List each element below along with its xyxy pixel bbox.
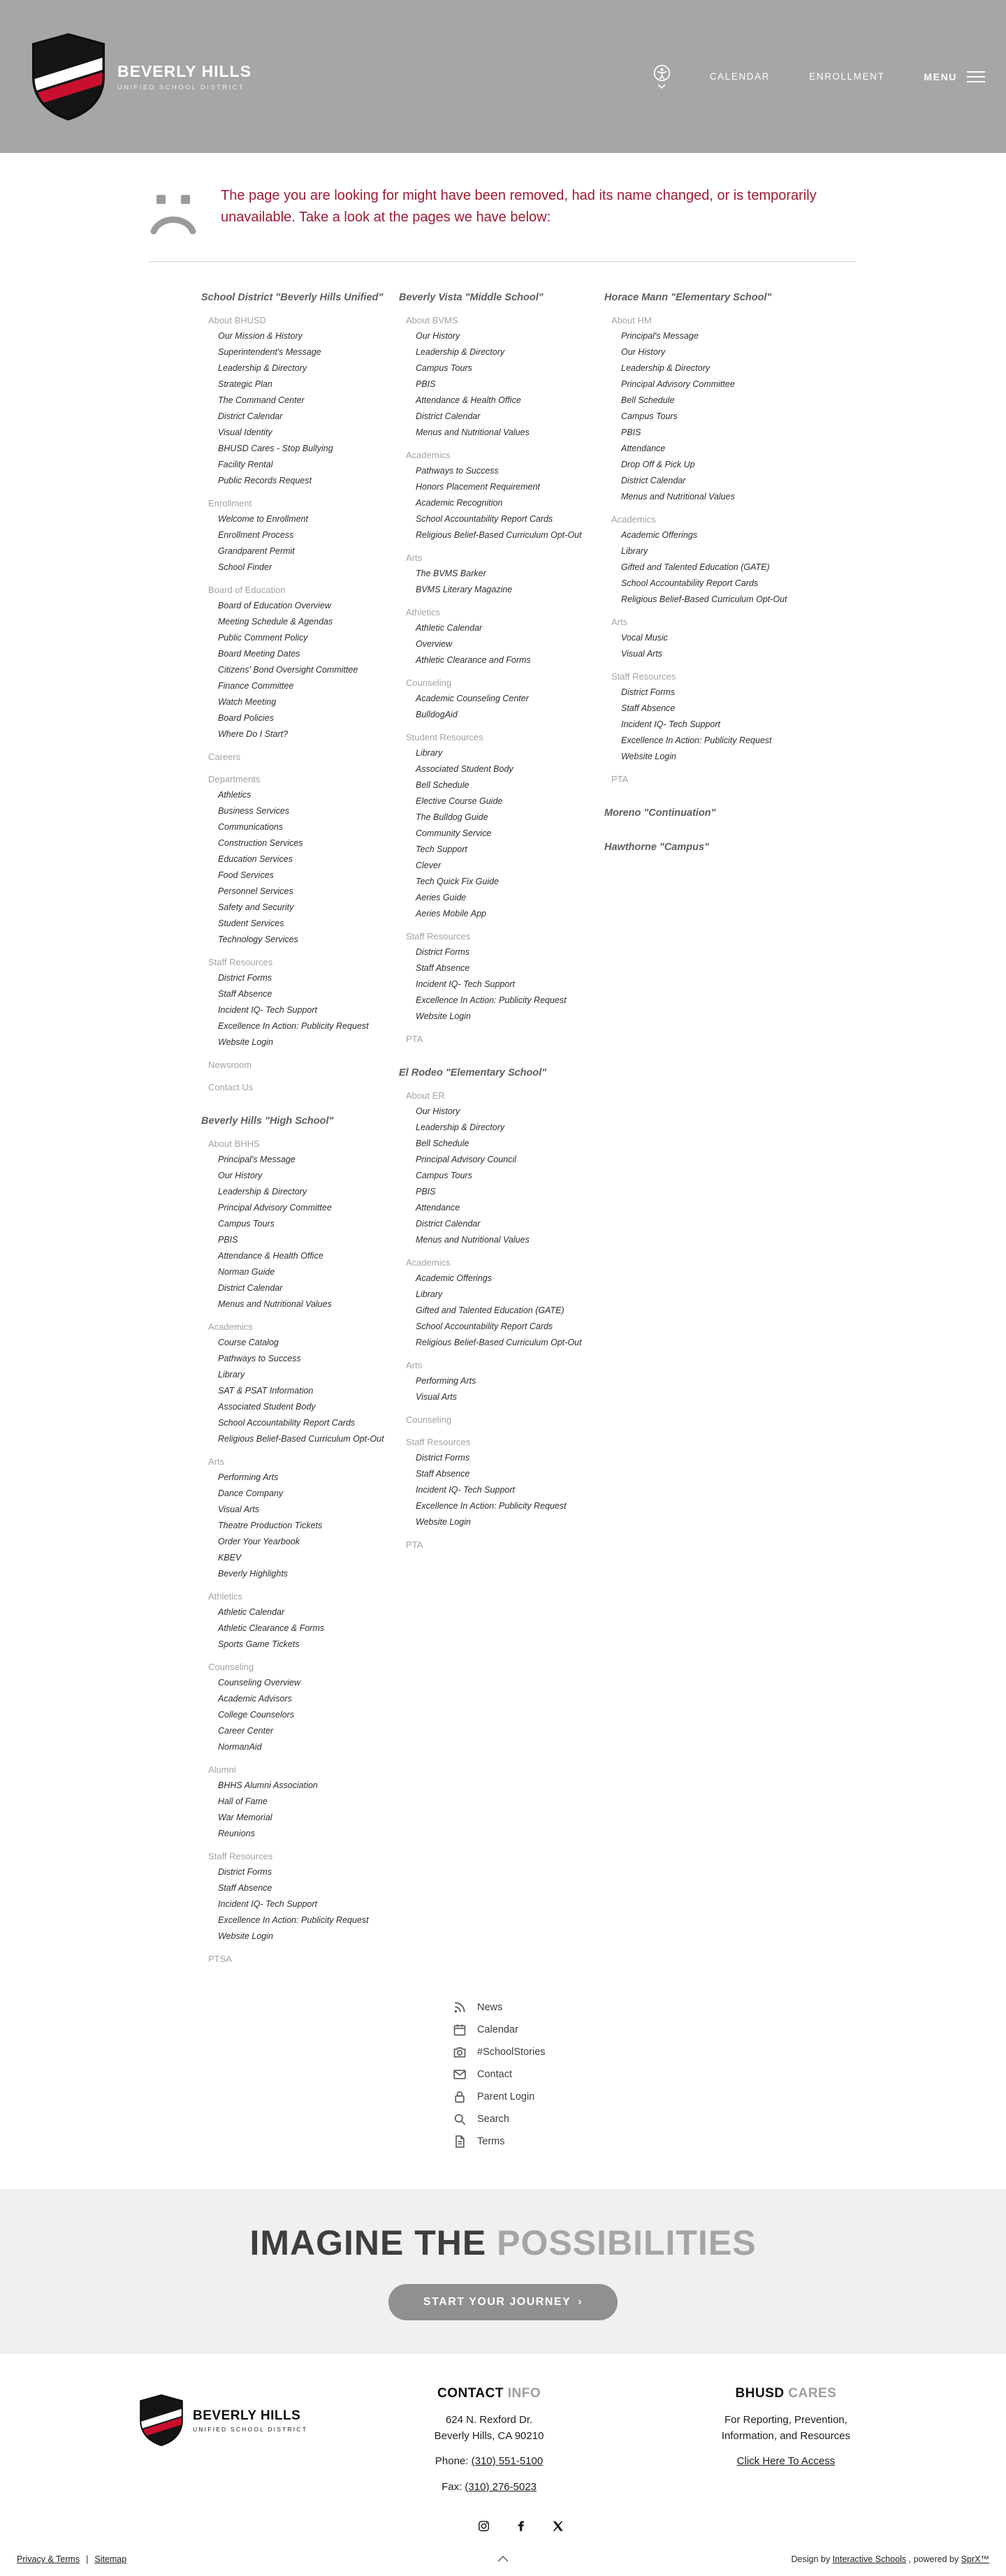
- sitemap-section-heading[interactable]: Careers: [208, 752, 241, 762]
- footer-contact: [374, 2386, 604, 2495]
- sitemap-link[interactable]: District Calendar: [416, 1219, 481, 1229]
- sitemap-link[interactable]: School Accountability Report Cards: [416, 1322, 553, 1331]
- sitemap-link[interactable]: Theatre Production Tickets: [218, 1521, 323, 1530]
- camera-icon: [453, 2045, 467, 2059]
- menu-button[interactable]: [924, 68, 985, 86]
- sitemap-link[interactable]: Drop Off & Pick Up: [621, 460, 695, 469]
- site-footer: [0, 2354, 1006, 2543]
- sitemap-link[interactable]: Superintendent's Message: [218, 347, 321, 357]
- sitemap-link[interactable]: Excellence In Action: Publicity Request: [416, 1501, 567, 1511]
- scroll-to-top-button[interactable]: [497, 2554, 509, 2564]
- sitemap-link[interactable]: Performing Arts: [416, 1376, 476, 1386]
- sitemap-section-heading[interactable]: Staff Resources: [611, 671, 676, 682]
- sitemap-link[interactable]: Our History: [218, 1171, 263, 1180]
- sitemap-link[interactable]: Hall of Fame: [218, 1796, 268, 1806]
- sitemap-link[interactable]: NormanAid: [218, 1742, 262, 1752]
- sitemap-link[interactable]: Norman Guide: [218, 1267, 275, 1277]
- sitemap-link[interactable]: Athletic Calendar: [416, 623, 483, 633]
- sitemap-link[interactable]: Bell Schedule: [621, 395, 675, 405]
- cta-title: [249, 2223, 756, 2263]
- sitemap-link[interactable]: District Calendar: [416, 411, 481, 421]
- sitemap-link[interactable]: Board Meeting Dates: [218, 649, 300, 659]
- sitemap-link[interactable]: Strategic Plan: [218, 379, 272, 389]
- privacy-terms-link[interactable]: Privacy & Terms: [17, 2554, 80, 2564]
- sitemap-section-heading[interactable]: PTA: [406, 1539, 423, 1550]
- sitemap-link[interactable]: College Counselors: [218, 1710, 295, 1720]
- sitemap-section-heading[interactable]: About BVMS: [406, 315, 458, 325]
- sitemap-link[interactable]: Communications: [218, 822, 284, 832]
- divider: [148, 261, 855, 262]
- address-line-1: 624 N. Rexford Dr.: [445, 2414, 533, 2426]
- sitemap-link[interactable]: Where Do I Start?: [218, 729, 289, 739]
- sitemap-section-heading[interactable]: Staff Resources: [208, 1851, 273, 1861]
- sitemap-link[interactable]: School Finder: [218, 562, 272, 572]
- sitemap-link[interactable]: Bell Schedule: [416, 780, 469, 790]
- chevron-down-icon: [657, 84, 666, 89]
- sitemap-link[interactable]: Principal Advisory Council: [416, 1155, 517, 1164]
- sitemap-link[interactable]: Athletic Calendar: [218, 1607, 285, 1617]
- sitemap-link[interactable]: War Memorial: [218, 1813, 272, 1822]
- sitemap-link[interactable]: Elective Course Guide: [416, 796, 503, 806]
- sitemap-section-heading[interactable]: Board of Education: [208, 585, 286, 595]
- phone-label: Phone:: [435, 2455, 472, 2467]
- sitemap-link[interactable]: Excellence In Action: Publicity Request: [416, 995, 567, 1005]
- sitemap-link[interactable]: The Command Center: [218, 395, 305, 405]
- sitemap-section-heading[interactable]: About BHHS: [208, 1139, 260, 1149]
- sitemap-link[interactable]: Visual Arts: [416, 1392, 458, 1402]
- sitemap-section-heading[interactable]: Contact Us: [208, 1082, 254, 1092]
- sitemap-section-heading[interactable]: Enrollment: [208, 498, 252, 508]
- x-icon[interactable]: [552, 2520, 564, 2532]
- sitemap-link[interactable]: Visual Arts: [218, 1505, 260, 1514]
- sitemap-link[interactable]: Website Login: [416, 1011, 471, 1021]
- school-title[interactable]: Hawthorne "Campus": [604, 842, 709, 853]
- sitemap-link[interactable]: Attendance: [621, 444, 666, 453]
- sitemap-link[interactable]: Pathways to Success: [416, 466, 499, 476]
- sitemap-link[interactable]: Academic Offerings: [621, 530, 698, 540]
- brand-text: [117, 62, 252, 92]
- sitemap-link[interactable]: Attendance & Health Office: [416, 395, 521, 405]
- error-section: [148, 185, 858, 244]
- start-journey-button[interactable]: [388, 2284, 618, 2320]
- sitemap-link[interactable]: Leadership & Directory: [416, 1122, 505, 1132]
- powered-by-text: , powered by: [906, 2554, 961, 2564]
- quicklink-label: Search: [477, 2114, 509, 2125]
- quicklink-search[interactable]: [453, 2108, 676, 2130]
- sitemap: [201, 290, 1006, 1967]
- sitemap-link[interactable]: Course Catalog: [218, 1338, 279, 1347]
- sitemap-link[interactable]: Staff Absence: [218, 989, 272, 999]
- sitemap-link[interactable]: Board Policies: [218, 713, 274, 723]
- school-title[interactable]: El Rodeo "Elementary School": [399, 1067, 547, 1078]
- sitemap-link[interactable]: BVMS Literary Magazine: [416, 585, 513, 594]
- sitemap-link[interactable]: Library: [621, 546, 648, 556]
- sitemap-section-heading[interactable]: PTA: [611, 774, 629, 784]
- sitemap-link[interactable]: Watch Meeting: [218, 697, 277, 707]
- sitemap-link[interactable]: District Calendar: [621, 476, 686, 485]
- quicklink-label: Contact: [477, 2069, 512, 2080]
- sitemap-link[interactable]: District Forms: [416, 947, 470, 957]
- quicklink-label: Calendar: [477, 2024, 518, 2035]
- school-title[interactable]: Beverly Vista "Middle School": [399, 292, 544, 303]
- rss-icon: [453, 2000, 467, 2014]
- sitemap-section-heading[interactable]: Arts: [406, 552, 423, 563]
- sitemap-link[interactable]: Incident IQ- Tech Support: [218, 1005, 317, 1015]
- sitemap-link[interactable]: Principal's Message: [218, 1155, 296, 1164]
- site-header: [0, 0, 1006, 153]
- district-shield-logo: [32, 33, 105, 121]
- sitemap-link[interactable]: Our History: [621, 347, 666, 357]
- social-links: [140, 2520, 901, 2532]
- sitemap-section-heading[interactable]: About BHUSD: [208, 315, 267, 325]
- quicklink-calendar[interactable]: [453, 2019, 676, 2041]
- sitemap-section-heading[interactable]: About ER: [406, 1090, 445, 1101]
- sitemap-column-middle: [399, 290, 604, 1967]
- sitemap-link[interactable]: Athletic Clearance & Forms: [218, 1623, 325, 1633]
- sitemap-link[interactable]: Religious Belief-Based Curriculum Opt-Out: [416, 1338, 582, 1347]
- sitemap-link[interactable]: Community Service: [416, 828, 492, 838]
- sitemap-link[interactable]: Religious Belief-Based Curriculum Opt-Out: [416, 530, 582, 540]
- quicklinks: [453, 1996, 676, 2153]
- sitemap-link[interactable]: Incident IQ- Tech Support: [416, 979, 515, 989]
- main-content: [0, 185, 1006, 2575]
- sitemap-link[interactable]: Pathways to Success: [218, 1354, 301, 1363]
- sitemap-link[interactable]: Technology Services: [218, 935, 298, 944]
- sitemap-link[interactable]: Enrollment Process: [218, 530, 294, 540]
- footer-shield-logo: [140, 2394, 183, 2446]
- quicklink-contact[interactable]: [453, 2063, 676, 2086]
- sitemap-link[interactable]: Our Mission & History: [218, 331, 302, 341]
- sitemap-link[interactable]: KBEV: [218, 1553, 242, 1563]
- sitemap-link[interactable]: Safety and Security: [218, 902, 294, 912]
- sitemap-link[interactable]: PBIS: [218, 1235, 238, 1245]
- sitemap-link[interactable]: Incident IQ- Tech Support: [218, 1899, 317, 1909]
- sitemap-section-heading[interactable]: Staff Resources: [406, 1437, 471, 1447]
- sitemap-link[interactable]: Academic Offerings: [416, 1273, 493, 1283]
- sitemap-section-heading[interactable]: Departments: [208, 774, 261, 784]
- accessibility-icon: [653, 64, 671, 82]
- sitemap-link[interactable]: Principal Advisory Committee: [621, 379, 735, 389]
- sitemap-link[interactable]: Board of Education Overview: [218, 601, 331, 610]
- quicklink-label: News: [477, 2002, 503, 2013]
- sitemap-link[interactable]: Menus and Nutritional Values: [416, 427, 530, 437]
- credits: [792, 2554, 989, 2564]
- phone-line: [374, 2454, 604, 2470]
- footer-brand-text: [193, 2408, 307, 2433]
- sitemap-link[interactable]: School Accountability Report Cards: [218, 1418, 356, 1428]
- bottom-bar: [0, 2543, 1006, 2575]
- sitemap-link[interactable]: Tech Support: [416, 844, 467, 854]
- sitemap-link[interactable]: Campus Tours: [416, 363, 472, 373]
- contact-heading-bold: CONTACT: [437, 2386, 504, 2401]
- search-icon: [453, 2112, 467, 2126]
- sitemap-link[interactable]: Clever: [416, 861, 442, 870]
- sitemap-link[interactable]: Bell Schedule: [416, 1139, 469, 1148]
- facebook-icon[interactable]: [515, 2520, 527, 2532]
- sitemap-link[interactable]: Public Comment Policy: [218, 633, 308, 643]
- sitemap-link[interactable]: Tech Quick Fix Guide: [416, 877, 500, 886]
- sitemap-link[interactable]: Sports Game Tickets: [218, 1639, 300, 1649]
- sitemap-section-heading[interactable]: PTA: [406, 1034, 423, 1044]
- sitemap-link[interactable]: Website Login: [218, 1931, 273, 1941]
- header-nav: [653, 64, 985, 89]
- sitemap-link[interactable]: Menus and Nutritional Values: [218, 1299, 332, 1309]
- sitemap-link[interactable]: District Forms: [218, 1867, 272, 1877]
- sitemap-link[interactable]: Staff Absence: [621, 703, 676, 713]
- sitemap-link[interactable]: Gifted and Talented Education (GATE): [416, 1305, 564, 1315]
- sitemap-section-heading[interactable]: PTSA: [208, 1954, 232, 1964]
- sitemap-section-heading[interactable]: Arts: [208, 1456, 225, 1467]
- address-line-2: Beverly Hills, CA 90210: [434, 2429, 544, 2442]
- sitemap-section-heading[interactable]: Counseling: [208, 1662, 254, 1672]
- sitemap-link[interactable]: School Accountability Report Cards: [621, 578, 759, 588]
- sitemap-link[interactable]: Staff Absence: [218, 1883, 272, 1893]
- sitemap-link[interactable]: District Forms: [218, 973, 272, 983]
- sitemap-link[interactable]: Principal's Message: [621, 331, 699, 341]
- sitemap-link[interactable]: Campus Tours: [621, 411, 678, 421]
- sitemap-link[interactable]: Religious Belief-Based Curriculum Opt-Out: [218, 1434, 384, 1444]
- sitemap-section-heading[interactable]: Counseling: [406, 1414, 452, 1425]
- cares-heading-bold: BHUSD: [735, 2386, 785, 2401]
- sitemap-link[interactable]: Grandparent Permit: [218, 546, 295, 556]
- brand-subtitle: UNIFIED SCHOOL DISTRICT: [117, 83, 245, 92]
- sitemap-link[interactable]: Associated Student Body: [416, 764, 513, 774]
- sitemap-link[interactable]: The Bulldog Guide: [416, 812, 488, 822]
- sprx-link[interactable]: SprX™: [961, 2554, 989, 2564]
- sitemap-section-heading[interactable]: Academics: [611, 514, 656, 525]
- sitemap-link[interactable]: School Accountability Report Cards: [416, 514, 553, 524]
- calendar-icon: [453, 2023, 467, 2037]
- sitemap-link[interactable]: BHHS Alumni Association: [218, 1780, 318, 1790]
- sitemap-section-heading[interactable]: Alumni: [208, 1764, 236, 1775]
- sitemap-link[interactable]: BulldogAid: [416, 710, 458, 719]
- sitemap-link[interactable]: PBIS: [621, 427, 641, 437]
- sitemap-link[interactable]: Campus Tours: [218, 1219, 275, 1229]
- bhusd-cares-heading: [671, 2386, 901, 2401]
- fax-label: Fax:: [442, 2480, 465, 2493]
- sitemap-link[interactable]: Visual Identity: [218, 427, 272, 437]
- quicklink-schoolstories[interactable]: [453, 2041, 676, 2063]
- sitemap-link[interactable]: Excellence In Action: Publicity Request: [621, 736, 772, 745]
- sitemap-link[interactable]: PBIS: [416, 379, 436, 389]
- sitemap-section-heading[interactable]: Academics: [406, 1257, 451, 1268]
- sitemap-section-heading[interactable]: Staff Resources: [406, 931, 471, 942]
- sitemap-link[interactable]: District Forms: [416, 1453, 470, 1463]
- sitemap-link[interactable]: District Calendar: [218, 1283, 283, 1293]
- sitemap-link[interactable]: BHUSD Cares - Stop Bullying: [218, 444, 333, 453]
- sitemap-link[interactable]: Student Services: [218, 919, 284, 928]
- sitemap-link[interactable]: Leadership & Directory: [218, 363, 307, 373]
- quicklink-label: #SchoolStories: [477, 2047, 546, 2058]
- menu-label: MENU: [924, 71, 957, 82]
- sitemap-link[interactable]: Career Center: [218, 1726, 274, 1736]
- instagram-icon[interactable]: [478, 2520, 490, 2532]
- footer-logo-link[interactable]: [140, 2394, 307, 2446]
- sitemap-link[interactable]: Personnel Services: [218, 886, 293, 896]
- footer-brand-subtitle: UNIFIED SCHOOL DISTRICT: [193, 2425, 308, 2433]
- cares-heading-light: CARES: [788, 2386, 837, 2401]
- quicklink-parent-login[interactable]: [453, 2086, 676, 2108]
- sitemap-link[interactable]: Meeting Schedule & Agendas: [218, 617, 333, 627]
- bottom-links: [17, 2554, 126, 2564]
- sitemap-link[interactable]: Staff Absence: [416, 963, 470, 973]
- brand-title: BEVERLY HILLS: [117, 61, 252, 80]
- sitemap-link[interactable]: SAT & PSAT Information: [218, 1386, 314, 1396]
- sitemap-link[interactable]: Citizens' Bond Oversight Committee: [218, 665, 358, 675]
- hamburger-icon: [967, 68, 985, 86]
- sitemap-link[interactable]: Reunions: [218, 1829, 255, 1838]
- sitemap-link[interactable]: Leadership & Directory: [621, 363, 710, 373]
- sitemap-link[interactable]: Attendance & Health Office: [218, 1251, 323, 1261]
- district-logo-link[interactable]: [32, 33, 252, 121]
- school-title[interactable]: Moreno "Continuation": [604, 807, 716, 819]
- error-message: The page you are looking for might have been removed, had its name changed, or is temporarily unavailable. Take a look at the pages we have below:: [221, 188, 817, 225]
- school-title[interactable]: Beverly Hills "High School": [201, 1115, 334, 1127]
- sitemap-link[interactable]: Religious Belief-Based Curriculum Opt-Out: [621, 594, 787, 604]
- chevron-right-icon: ›: [578, 2296, 583, 2308]
- lock-icon: [453, 2090, 467, 2104]
- sitemap-link[interactable]: Academic Counseling Center: [416, 694, 529, 703]
- sitemap-link[interactable]: Athletic Clearance and Forms: [416, 655, 531, 665]
- sitemap-link[interactable]: Athletics: [218, 790, 252, 800]
- sitemap-link[interactable]: Vocal Music: [621, 633, 668, 643]
- sitemap-section-heading[interactable]: About HM: [611, 315, 652, 325]
- sitemap-link[interactable]: Attendance: [416, 1203, 460, 1213]
- nav-calendar[interactable]: CALENDAR: [709, 71, 771, 82]
- sitemap-link[interactable]: Associated Student Body: [218, 1402, 316, 1412]
- sitemap-link[interactable]: Counseling Overview: [218, 1678, 301, 1688]
- sitemap-section-heading[interactable]: Academics: [208, 1322, 253, 1332]
- start-journey-label: START YOUR JOURNEY: [423, 2296, 571, 2308]
- sitemap-section-heading[interactable]: Athletics: [406, 607, 441, 617]
- sitemap-link[interactable]: Incident IQ- Tech Support: [621, 719, 720, 729]
- sitemap-link[interactable]: Leadership & Directory: [416, 347, 505, 357]
- fax-link[interactable]: (310) 276-5023: [465, 2480, 537, 2493]
- sitemap-link[interactable]: Overview: [416, 639, 453, 649]
- contact-info-heading: [374, 2386, 604, 2401]
- envelope-icon: [453, 2068, 467, 2081]
- sitemap-link[interactable]: Incident IQ- Tech Support: [416, 1485, 515, 1495]
- sitemap-link[interactable]: Public Records Request: [218, 476, 312, 485]
- cta-title-light: POSSIBILITIES: [497, 2223, 757, 2262]
- chevron-up-icon: [497, 2555, 509, 2562]
- sitemap-link[interactable]: Performing Arts: [218, 1472, 279, 1482]
- sitemap-link[interactable]: Dance Company: [218, 1488, 284, 1498]
- sad-face-icon: [148, 185, 198, 244]
- document-icon: [453, 2135, 467, 2149]
- sitemap-section-heading[interactable]: Newsroom: [208, 1060, 252, 1070]
- quicklink-news[interactable]: [453, 1996, 676, 2019]
- sitemap-section-heading[interactable]: Academics: [406, 450, 451, 460]
- sitemap-section-heading[interactable]: Arts: [611, 617, 628, 627]
- sitemap-section-heading[interactable]: Athletics: [208, 1591, 243, 1602]
- sitemap-link[interactable]: Education Services: [218, 854, 293, 864]
- sitemap-section-heading[interactable]: Counseling: [406, 678, 452, 688]
- sitemap-link[interactable]: The BVMS Barker: [416, 569, 486, 578]
- school-title[interactable]: Horace Mann "Elementary School": [604, 292, 772, 303]
- sitemap-link[interactable]: Library: [218, 1370, 245, 1380]
- sitemap-section-heading[interactable]: Staff Resources: [208, 957, 273, 967]
- sitemap-link[interactable]: Order Your Yearbook: [218, 1537, 300, 1546]
- sitemap-link[interactable]: Construction Services: [218, 838, 303, 848]
- sitemap-link[interactable]: Honors Placement Requirement: [416, 482, 540, 492]
- sitemap-link[interactable]: Food Services: [218, 870, 274, 880]
- sitemap-link[interactable]: Excellence In Action: Publicity Request: [218, 1021, 369, 1031]
- sitemap-link[interactable]: Excellence In Action: Publicity Request: [218, 1915, 369, 1925]
- quicklink-terms[interactable]: [453, 2130, 676, 2153]
- sitemap-link[interactable]: Aeries Mobile App: [416, 909, 486, 919]
- sitemap-link[interactable]: Library: [416, 1289, 443, 1299]
- sitemap-link[interactable]: District Forms: [621, 687, 676, 697]
- bottom-links-separator: |: [86, 2554, 89, 2564]
- sitemap-link[interactable]: Staff Absence: [416, 1469, 470, 1479]
- footer-columns: [140, 2386, 901, 2495]
- sitemap-section-heading[interactable]: Arts: [406, 1360, 423, 1370]
- sitemap-link[interactable]: Beverly Highlights: [218, 1569, 289, 1579]
- sitemap-link[interactable]: Gifted and Talented Education (GATE): [621, 562, 770, 572]
- sitemap-link[interactable]: Menus and Nutritional Values: [621, 492, 735, 502]
- nav-enrollment[interactable]: ENROLLMENT: [809, 71, 885, 82]
- sitemap-link[interactable]: Welcome to Enrollment: [218, 514, 308, 524]
- sitemap-link[interactable]: Campus Tours: [416, 1171, 472, 1180]
- sitemap-column-district: [201, 290, 399, 1967]
- cares-access-link[interactable]: Click Here To Access: [736, 2455, 836, 2467]
- sitemap-link[interactable]: Visual Arts: [621, 649, 663, 659]
- sitemap-link[interactable]: Business Services: [218, 806, 290, 816]
- fax-line: [374, 2480, 604, 2496]
- phone-link[interactable]: (310) 551-5100: [471, 2455, 544, 2467]
- sitemap-link[interactable]: Website Login: [621, 752, 676, 761]
- cares-text-1: For Reporting, Prevention,: [724, 2414, 847, 2426]
- sitemap-link[interactable]: Website Login: [218, 1037, 273, 1047]
- sitemap-link[interactable]: Library: [416, 748, 443, 758]
- sitemap-link[interactable]: Academic Recognition: [416, 498, 503, 508]
- cta-title-dark: IMAGINE THE: [249, 2223, 487, 2262]
- sitemap-link[interactable]: Aeries Guide: [416, 893, 467, 902]
- footer-cares: [671, 2386, 901, 2470]
- contact-heading-light: INFO: [507, 2386, 541, 2401]
- cares-text-2: Information, and Resources: [721, 2429, 851, 2442]
- sitemap-link[interactable]: PBIS: [416, 1187, 436, 1196]
- accessibility-menu-button[interactable]: [653, 64, 671, 89]
- sitemap-link[interactable]: Academic Advisors: [218, 1694, 292, 1704]
- sitemap-link[interactable]: Principal Advisory Committee: [218, 1203, 332, 1213]
- footer-brand-title: BEVERLY HILLS: [193, 2408, 301, 2423]
- sitemap-link[interactable]: Our History: [416, 331, 460, 341]
- interactive-schools-link[interactable]: Interactive Schools: [832, 2554, 907, 2564]
- design-by-text: Design by: [791, 2554, 833, 2564]
- sitemap-link[interactable]: Website Login: [416, 1517, 471, 1527]
- quicklink-label: Parent Login: [477, 2091, 535, 2102]
- quicklink-label: Terms: [477, 2136, 505, 2147]
- sitemap-link[interactable]: District Calendar: [218, 411, 283, 421]
- sitemap-column-elementary: [604, 290, 898, 1967]
- cta-section: [0, 2189, 1006, 2354]
- school-title[interactable]: School District "Beverly Hills Unified": [201, 292, 384, 303]
- sitemap-link[interactable]: Our History: [416, 1106, 460, 1116]
- sitemap-link[interactable]: Leadership & Directory: [218, 1187, 307, 1196]
- sitemap-section-heading[interactable]: Student Resources: [406, 732, 483, 742]
- sitemap-link[interactable]: Menus and Nutritional Values: [416, 1235, 530, 1245]
- sitemap-footer-link[interactable]: Sitemap: [94, 2554, 127, 2564]
- sitemap-link[interactable]: Facility Rental: [218, 460, 273, 469]
- sitemap-link[interactable]: Finance Committee: [218, 681, 294, 691]
